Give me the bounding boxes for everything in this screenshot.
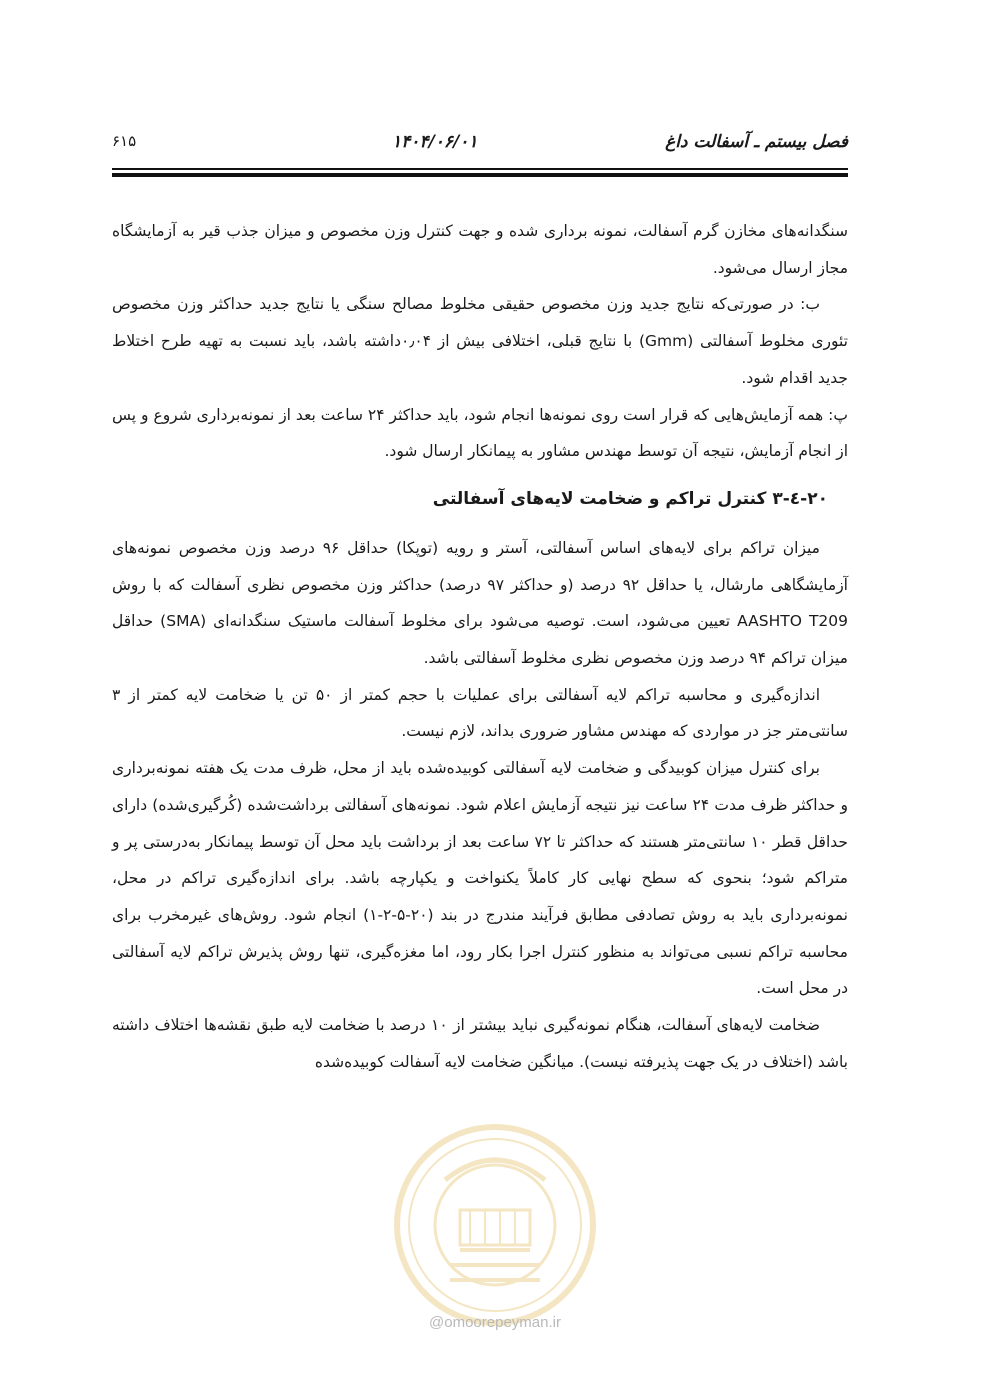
running-header <box>112 126 848 160</box>
paragraph-b: ب: در صورتی‌که نتایج جدید وزن مخصوص حقیقی مخلوط مصالح سنگی یا نتایج جدید حداکثر وزن مخصوص تئوری مخلوط آسفالتی (Gmm) با نتایج قبلی، اختلافی بیش از ۰٫۰۴داشته باشد، باید نسبت به تهیه طرح اختلاط جدید اقدام شود. <box>112 295 848 387</box>
header-rule-thick <box>112 173 848 177</box>
body-text <box>112 213 848 1080</box>
watermark-seal-icon <box>390 1120 600 1330</box>
paragraph-thickness: ضخامت لایه‌های آسفالت، هنگام نمونه‌گیری نباید بیشتر از ۱۰ درصد با ضخامت لایه طبق نقشه‌ها اختلاف داشته باشد (اختلاف در یک جهت پذیرفته نیست). میانگین ضخامت لایه آسفالت کوبیده‌شده <box>112 1016 848 1071</box>
header-date: ۱۴۰۴/۰۶/۰۱ <box>392 132 478 152</box>
watermark-url: @omoorepeyman.ir <box>429 1314 561 1331</box>
header-rule-thin <box>112 168 848 170</box>
paragraph-continued: سنگدانه‌های مخازن گرم آسفالت، نمونه برداری شده و جهت کنترل وزن مخصوص و میزان جذب قیر به آزمایشگاه مجاز ارسال می‌شود. <box>112 222 848 277</box>
paragraph-core-sampling: برای کنترل میزان کوبیدگی و ضخامت لایه آسفالتی کوبیده‌شده باید از محل، ظرف مدت یک هفته نمونه‌برداری و حداکثر ظرف مدت ۲۴ ساعت نیز نتیجه آزمایش اعلام شود. نمونه‌های آسفالتی برداشت‌شده (کُرگیری‌شده) دارای حداقل قطر ۱۰ سانتی‌متر هستند که حداکثر تا ۷۲ ساعت بعد از برداشت باید محل آن توسط پیمانکار به‌درستی پر و متراکم شود؛ بنحوی که سطح نهایی کار کاملاً یکنواخت و یکپارچه باشد. برای اندازه‌گیری تراکم در محل، نمونه‌برداری باید به روش تصادفی مطابق فرآیند مندرج در بند (۲۰-۵-۲-۱) انجام شود. روش‌های غیرمخرب برای محاسبه تراکم نسبی می‌تواند به منظور کنترل اجرا بکار رود، اما مغزه‌گیری، تنها روش پذیرش تراکم لایه آسفالتی در محل است. <box>112 759 848 998</box>
section-heading: ۲۰-٤-۳ کنترل تراکم و ضخامت لایه‌های آسفالتی <box>432 488 828 509</box>
page-number: ۶۱۵ <box>112 132 137 150</box>
chapter-title: فصل بیستم ـ آسفالت داغ <box>665 132 848 152</box>
paragraph-p: پ: همه آزمایش‌هایی که قرار است روی نمونه‌ها انجام شود، باید حداکثر ۲۴ ساعت بعد از نمونه‌برداری شروع و پس از انجام آزمایش، نتیجه آن توسط مهندس مشاور به پیمانکار ارسال شود. <box>112 405 848 461</box>
paragraph-measurement: اندازه‌گیری و محاسبه تراکم لایه آسفالتی برای عملیات با حجم کمتر از ۵۰ تن یا ضخامت لایه کمتر از ۳ سانتی‌متر جز در مواردی که مهندس مشاور ضروری بداند، لازم نیست. <box>112 685 848 741</box>
paragraph-compaction: میزان تراکم برای لایه‌های اساس آسفالتی، آستر و رویه (توپکا) حداقل ۹۶ درصد وزن مخصوص نمونه‌های آزمایشگاهی مارشال، یا حداقل ۹۲ درصد (و حداکثر ۹۷ درصد) حداکثر وزن مخصوص نظری آسفالت که با روش AASHTO T209 تعیین می‌شود، است. توصیه می‌شود برای مخلوط آسفالت ماستیک سنگدانه‌ای (SMA) حداقل میزان تراکم ۹۴ درصد وزن مخصوص نظری مخلوط آسفالتی باشد. <box>112 538 848 668</box>
